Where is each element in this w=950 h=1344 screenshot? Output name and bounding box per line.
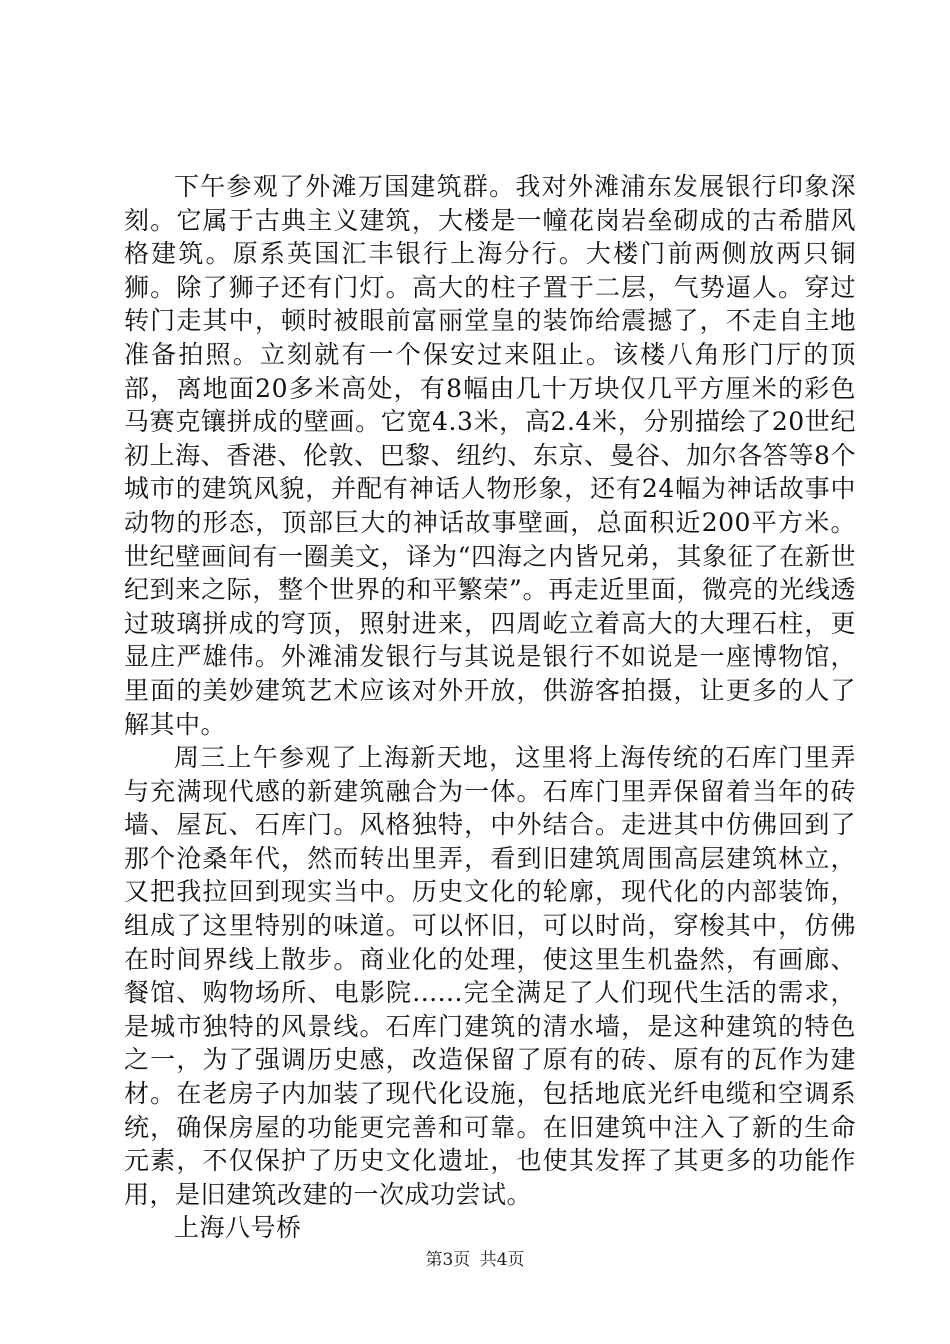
page-total: 共4页: [479, 1250, 525, 1270]
paragraph-xintiandi: 周三上午参观了上海新天地，这里将上海传统的石库门里弄与充满现代感的新建筑融合为一体。石库门里弄保留着当年的砖墙、屋瓦、石库门。风格独特，中外结合。走进其中仿佛回到了那个沧桑年代，然而转出里弄，看到旧建筑周围高层建筑林立，又把我拉回到现实当中。历史文化的轮廓，现代化的内部装饰，组成了这里特别的味道。可以怀旧，可以时尚，穿梭其中，仿佛在时间界线上散步。商业化的处理，使这里生机盎然，有画廊、餐馆、购物场所、电影院......完全满足了人们现代生活的需求，是城市独特的风景线。石库门建筑的清水墙，是这种建筑的特色之一，为了强调历史感，改造保留了原有的砖、原有的瓦作为建材。在老房子内加装了现代化设施，包括地底光纤电缆和空调系统，确保房屋的功能更完善和可靠。在旧建筑中注入了新的生命元素，不仅保护了历史文化遗址，也使其发挥了其更多的功能作用，是旧建筑改建的一次成功尝试。: [124, 743, 856, 1209]
paragraph-bund-buildings: 下午参观了外滩万国建筑群。我对外滩浦东发展银行印象深刻。它属于古典主义建筑，大楼是一幢花岗岩垒砌成的古希腊风格建筑。原系英国汇丰银行上海分行。大楼门前两侧放两只铜狮。除了狮子还有门灯。高大的柱子置于二层，气势逼人。穿过转门走其中，顿时被眼前富丽堂皇的装饰给震撼了，不走自主地准备拍照。立刻就有一个保安过来阻止。该楼八角形门厅的顶部，离地面20多米高处，有8幅由几十万块仅几平方厘米的彩色马赛克镶拼成的壁画。它宽4.3米，高2.4米，分别描绘了20世纪初上海、香港、伦敦、巴黎、纽约、东京、曼谷、加尔各答等8个城市的建筑风貌，并配有神话人物形象，还有24幅为神话故事中动物的形态，顶部巨大的神话故事壁画，总面积近200平方米。世纪壁画间有一圈美文，译为“四海之内皆兄弟，其象征了在新世纪到来之际，整个世界的和平繁荣”。再走近里面，微亮的光线透过玻璃拼成的穹顶，照射进来，四周屹立着高大的大理石柱，更显庄严雄伟。外滩浦发银行与其说是银行不如说是一座博物馆，里面的美妙建筑艺术应该对外开放，供游客拍摄，让更多的人了解其中。: [124, 172, 856, 739]
paragraph-bridge-eight: 上海八号桥: [174, 1213, 302, 1243]
document-body: [124, 170, 856, 1245]
page-number: 第3页: [425, 1250, 471, 1270]
page-footer: [0, 1245, 950, 1270]
